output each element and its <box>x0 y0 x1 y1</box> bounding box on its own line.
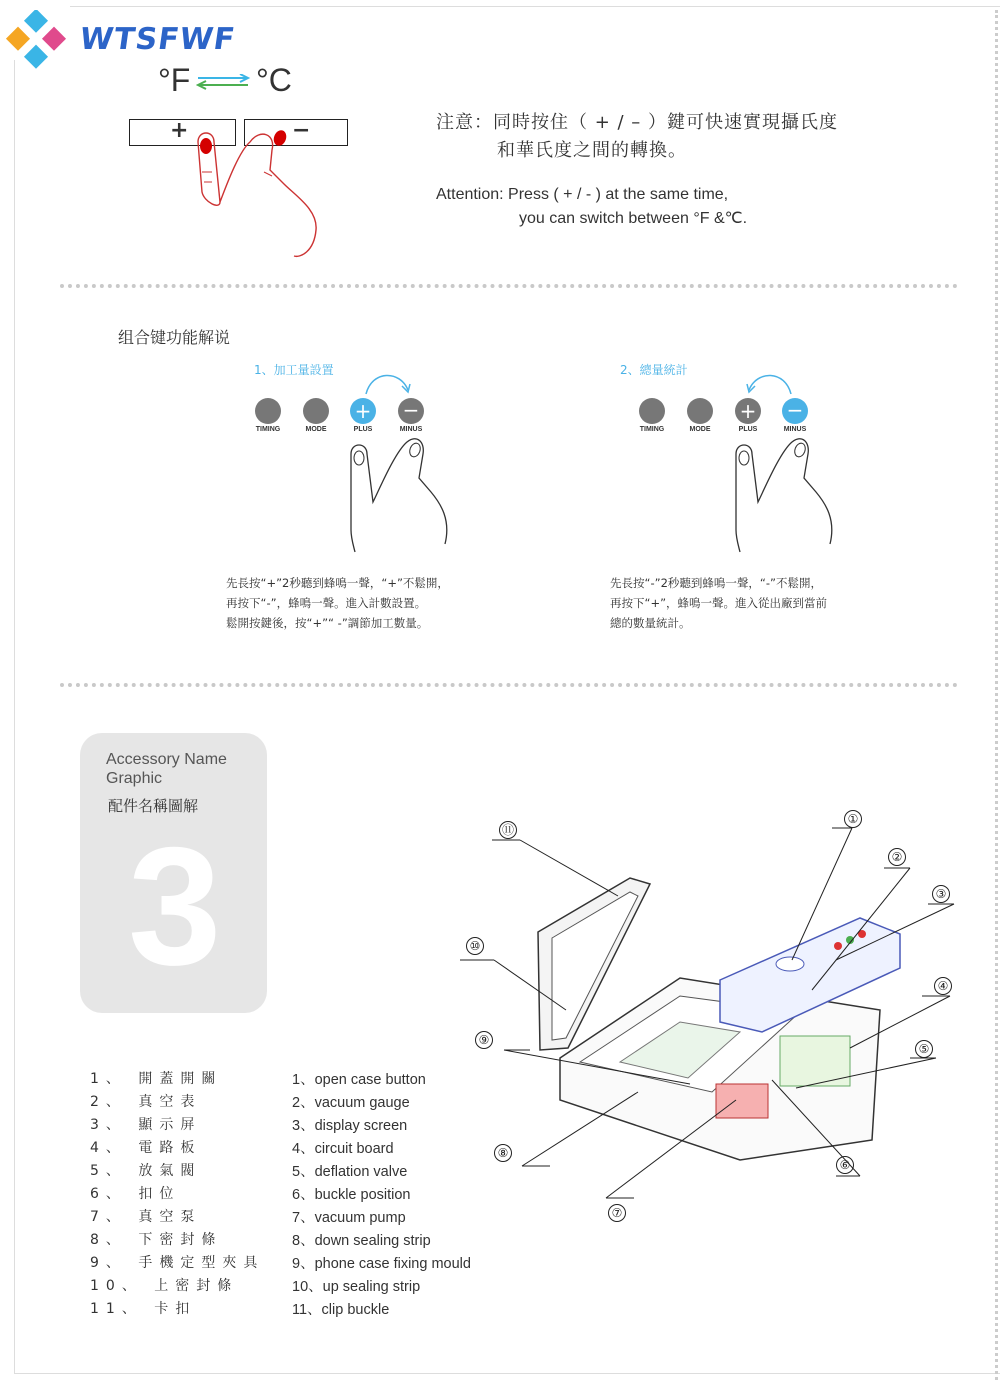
frame-left-line <box>14 60 15 1373</box>
divider-2 <box>60 683 958 687</box>
timing-label: TIMING <box>255 426 281 433</box>
callout-9: ⑨ <box>475 1031 493 1049</box>
mode-label-right: MODE <box>689 426 711 433</box>
list-item-zh-3: 3、 顯示屏 <box>90 1117 202 1133</box>
list-item-en-8: 8、down sealing strip <box>292 1233 431 1249</box>
minus-button-icon: − <box>398 398 424 424</box>
left-hand-press-icon <box>345 434 455 559</box>
list-item-en-11: 11、clip buckle <box>292 1302 390 1318</box>
plus-button-icon-right: + <box>735 398 761 424</box>
celsius-label: °C <box>256 62 292 98</box>
combo-right-desc-2: 再按下“+”，蜂鳴一聲。進入從出廠到當前 <box>610 596 828 610</box>
divider-1 <box>60 284 958 288</box>
minus-label-right: MINUS <box>783 426 807 433</box>
curve-arrow-left-icon <box>745 368 797 398</box>
callout-8: ⑧ <box>494 1144 512 1162</box>
list-item-zh-8: 8、 下密封條 <box>90 1232 223 1248</box>
list-item-zh-11: 11、 卡扣 <box>90 1301 197 1317</box>
list-item-en-2: 2、vacuum gauge <box>292 1095 410 1111</box>
plus-label: PLUS <box>353 426 373 433</box>
callout-2: ② <box>888 848 906 866</box>
combo-left-desc-1: 先長按“+”2秒聽到蜂鳴一聲，“+”不鬆開， <box>226 576 449 590</box>
list-item-zh-9: 9、 手機定型夾具 <box>90 1255 265 1271</box>
accessory-title-zh: 配件名稱圖解 <box>108 797 199 815</box>
minus-button-icon-right: − <box>782 398 808 424</box>
attention-en-line1: Attention: Press ( + / - ) at the same time, <box>436 186 729 203</box>
combo-left-title: 1、加工量設置 <box>254 363 334 377</box>
brand-logo-icon <box>6 10 68 70</box>
plus-button-icon: + <box>350 398 376 424</box>
combo-right-desc-3: 總的數量統計。 <box>610 616 691 630</box>
list-item-en-5: 5、deflation valve <box>292 1164 408 1180</box>
minus-key-label: − <box>292 118 311 143</box>
list-item-zh-2: 2、 真空表 <box>90 1094 202 1110</box>
timing-label-right: TIMING <box>639 426 665 433</box>
callout-3: ③ <box>932 885 950 903</box>
callout-5: ⑤ <box>915 1040 933 1058</box>
curve-arrow-right-icon <box>362 368 414 398</box>
list-item-zh-6: 6、 扣位 <box>90 1186 181 1202</box>
list-item-en-7: 7、vacuum pump <box>292 1210 406 1226</box>
brand-name: WTSFWF <box>77 22 238 57</box>
list-item-zh-5: 5、 放氣閥 <box>90 1163 202 1179</box>
callout-11: ⑪ <box>499 821 517 839</box>
accessory-title-en: Accessory Name Graphic <box>106 751 227 787</box>
minus-label: MINUS <box>399 426 423 433</box>
combo-left-desc-2: 再按下“-”，蜂鳴一聲。進入計數設置。 <box>226 596 427 610</box>
list-item-en-9: 9、phone case fixing mould <box>292 1256 471 1272</box>
plus-label-right: PLUS <box>738 426 758 433</box>
combo-right-desc-1: 先長按“-”2秒聽到蜂鳴一聲，“-”不鬆開， <box>610 576 822 590</box>
mode-label: MODE <box>305 426 327 433</box>
callout-10: ⑩ <box>466 937 484 955</box>
mode-button-icon-right <box>687 398 713 424</box>
timing-button-icon-right <box>639 398 665 424</box>
list-item-zh-4: 4、 電路板 <box>90 1140 202 1156</box>
attention-zh-line2: 和華氏度之間的轉換。 <box>497 140 687 161</box>
combo-left-desc-3: 鬆開按鍵後，按“+”“ -”調節加工數量。 <box>226 616 429 630</box>
frame-bottom-line <box>14 1373 1000 1374</box>
list-item-zh-1: 1、 開蓋開關 <box>90 1071 223 1087</box>
combo-section-title: 组合键功能解说 <box>118 328 231 347</box>
section-number: 3 <box>128 812 222 1000</box>
mode-button-icon <box>303 398 329 424</box>
callout-6: ⑥ <box>836 1156 854 1174</box>
switch-arrows-icon <box>196 74 252 90</box>
list-item-en-1: 1、open case button <box>292 1072 426 1088</box>
plus-key-label: + <box>170 118 189 143</box>
list-item-zh-10: 10、 上密封條 <box>90 1278 239 1294</box>
timing-button-icon <box>255 398 281 424</box>
list-item-zh-7: 7、 真空泵 <box>90 1209 202 1225</box>
list-item-en-3: 3、display screen <box>292 1118 408 1134</box>
attention-zh-line1: 注意：同時按住（ + / – ）鍵可快速實現攝氏度 <box>436 112 839 133</box>
list-item-en-4: 4、circuit board <box>292 1141 394 1157</box>
callout-1: ① <box>844 810 862 828</box>
combo-right-title: 2、總量統計 <box>620 363 688 377</box>
callout-4: ④ <box>934 977 952 995</box>
two-finger-press-icon <box>180 122 320 262</box>
attention-en-line2: you can switch between °F &℃. <box>519 210 748 227</box>
list-item-en-10: 10、up sealing strip <box>292 1279 421 1295</box>
right-hand-press-icon <box>730 434 840 559</box>
callout-7: ⑦ <box>608 1204 626 1222</box>
frame-top-line <box>70 6 1000 7</box>
frame-right-dots <box>995 10 998 1380</box>
list-item-en-6: 6、buckle position <box>292 1187 411 1203</box>
fahrenheit-label: °F <box>158 62 191 98</box>
